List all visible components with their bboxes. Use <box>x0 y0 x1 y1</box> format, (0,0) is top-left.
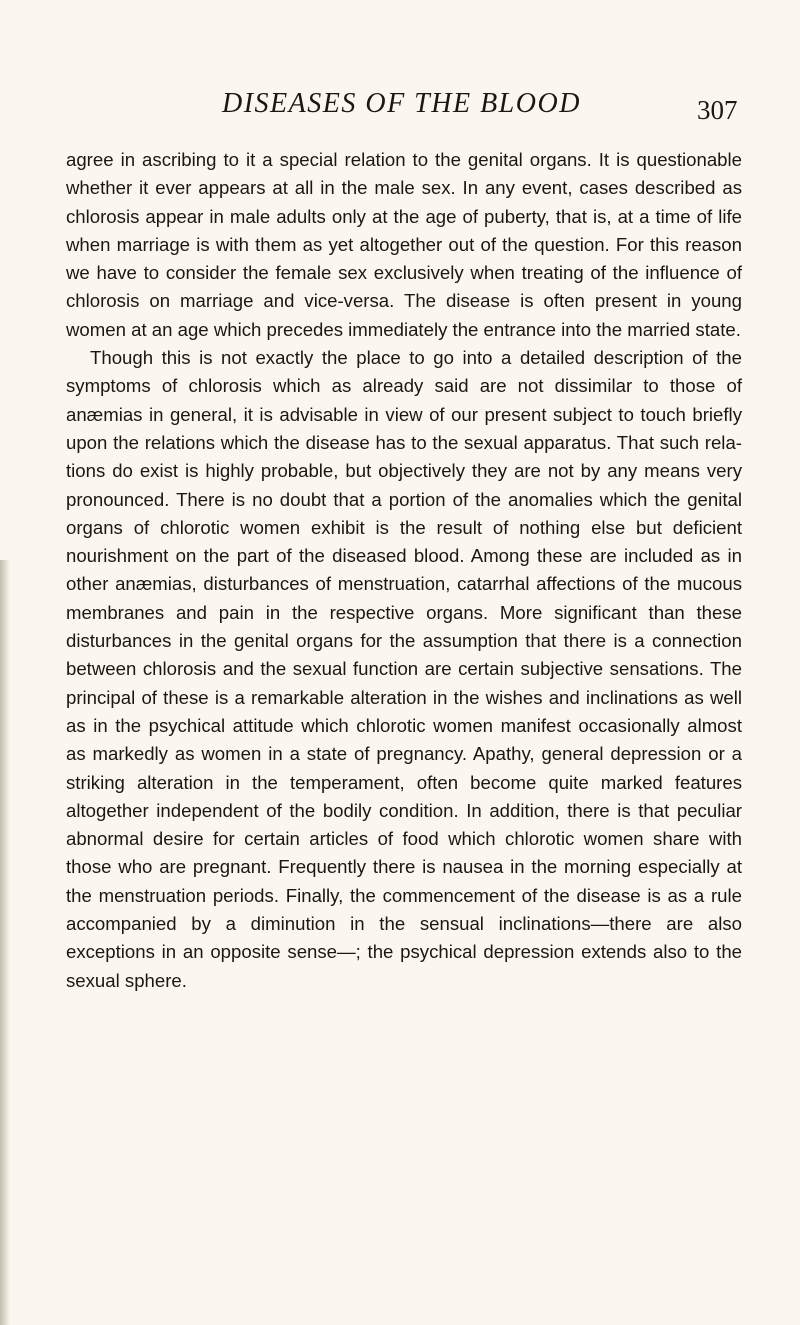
paragraph: agree in ascribing to it a special relation to the genital organs. It is questionable whether it ever appears at all in the male sex. In any event, cases described as chlorosis appear in male adults only at the age of puberty, that is, at a time of life when marriage is with them as yet altogether out of the question. For this reason we have to consider the female sex exclusively when treating of the influence of chlorosis on marriage and vice-versa. The disease is often present in young women at an age which precedes immediately the entrance into the married state. <box>66 149 742 340</box>
running-title: DISEASES OF THE BLOOD <box>222 88 581 119</box>
paragraph: Though this is not exactly the place to go into a detailed description of the symptoms of chlorosis which as already said are not dissimilar to those of anæmias in general, it is advisable in view of our present subject to touch briefly upon the relations which the disease has to the sexual apparatus. That such relations do exist is highly probable, but objectively they are not by any means very pronounced. There is no doubt that a portion of the anomalies which the genital organs of chlorotic women exhibit is the result of nothing else but deficient nourishment on the part of the diseased blood. Among these are included as in other anæmias, disturbances of menstruation, catarrhal affections of the mucous membranes and pain in the respective organs. More significant than these disturbances in the genital organs for the assumption that there is a connection between chlorosis and the sexual function are certain subjective sensations. The principal of these is a remarkable alteration in the wishes and inclinations as well as in the psychical attitude which chlorotic women manifest occasionally almost as markedly as women in a state of pregnancy. Apathy, general depression or a striking alteration in the temperament, often become quite marked features altogether independent of the bodily condition. In addition, there is that peculiar abnormal desire for certain articles of food which chlorotic women share with those who are pregnant. Frequently there is nausea in the morning especially at the menstruation periods. Finally, the commencement of the disease is as a rule accompanied by a diminution in the sensual inclinations—there are also exceptions in an opposite sense—; the psychical depression extends also to the sexual sphere. <box>66 347 742 991</box>
running-head <box>0 86 800 126</box>
body-text <box>66 146 742 995</box>
page-number: 307 <box>697 95 738 125</box>
page-edge-shadow <box>0 560 10 1325</box>
